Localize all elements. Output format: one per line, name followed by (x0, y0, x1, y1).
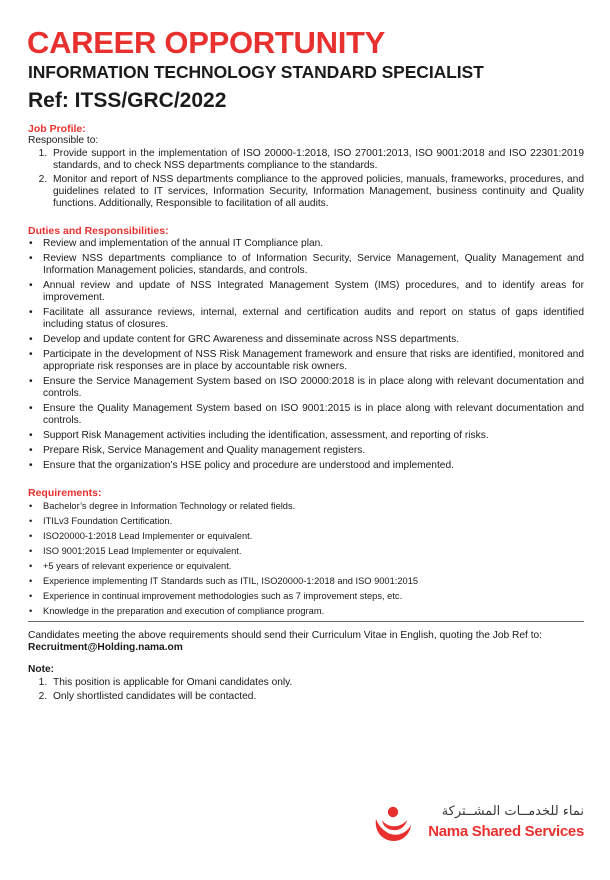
list-item: • Prepare Risk, Service Management and Quality management registers. (43, 445, 584, 457)
list-item: • Facilitate all assurance reviews, internal, external and certification audits and report on status of gaps identified including status of closures. (43, 307, 584, 331)
note-list (28, 677, 584, 703)
job-profile-list (28, 148, 584, 210)
job-profile-intro: Responsible to: (28, 135, 99, 146)
nama-logo-icon (372, 803, 414, 845)
list-item: • +5 years of relevant experience or equivalent. (43, 560, 584, 572)
duties-heading: Duties and Responsibilities: (28, 225, 169, 237)
requirements-list (28, 500, 584, 617)
list-item: • Experience implementing IT Standards such as ITIL, ISO20000-1:2018 and ISO 9001:2015 (43, 575, 584, 587)
list-item: • Review NSS departments compliance to of Information Security, Service Management, Quality Management and Information Management policies, standards, and controls. (43, 253, 584, 277)
list-item: 2. Only shortlisted candidates will be contacted. (50, 691, 584, 703)
list-item: • ISO20000-1:2018 Lead Implementer or equivalent. (43, 530, 584, 542)
note-heading: Note: (28, 664, 55, 675)
apply-instructions (28, 630, 584, 654)
list-item: 2. Monitor and report of NSS departments compliance to the approved policies, manuals, frameworks, procedures, and guidelines related to IT services, Information Security, Information Management, business continuity and Quality functions. Additionally, Responsible to facilitation of all audits. (50, 174, 584, 210)
job-title: INFORMATION TECHNOLOGY STANDARD SPECIALIST (28, 62, 484, 82)
list-item: • Support Risk Management activities including the identification, assessment, and reporting of risks. (43, 430, 584, 442)
list-item: • Ensure the Service Management System based on ISO 20000:2018 is in place along with relevant documentation and controls. (43, 376, 584, 400)
recruitment-email-link[interactable]: Recruitment@Holding.nama.om (28, 642, 183, 653)
logo-arabic-text: نماء للخدمــات المشــتركة (441, 804, 584, 819)
job-profile-heading: Job Profile: (28, 123, 86, 135)
list-item: • Knowledge in the preparation and execution of compliance program. (43, 605, 584, 617)
list-item: 1. This position is applicable for Omani candidates only. (50, 677, 584, 689)
job-reference: Ref: ITSS/GRC/2022 (28, 89, 227, 112)
list-item: 1. Provide support in the implementation of ISO 20000-1:2018, ISO 27001:2013, ISO 9001:2018 and ISO 22301:2019 standards, and to check NSS departments compliance to the standards. (50, 148, 584, 172)
list-item: • Bachelor’s degree in Information Technology or related fields. (43, 500, 584, 512)
company-logo (372, 803, 584, 845)
logo-english-text: Nama Shared Services (428, 823, 584, 840)
section-divider (28, 621, 584, 622)
list-item: • ITILv3 Foundation Certification. (43, 515, 584, 527)
duties-list (28, 238, 584, 472)
list-item: • Ensure that the organization’s HSE policy and procedure are understood and implemented. (43, 460, 584, 472)
list-item: • Annual review and update of NSS Integrated Management System (IMS) procedures, and to identify areas for improvement. (43, 280, 584, 304)
list-item: • Review and implementation of the annual IT Compliance plan. (43, 238, 584, 250)
list-item: • Participate in the development of NSS Risk Management framework and ensure that risks are identified, monitored and appropriate risk responses are in place by accountable risk owners. (43, 349, 584, 373)
list-item: • Develop and update content for GRC Awareness and disseminate across NSS departments. (43, 334, 584, 346)
page-title: CAREER OPPORTUNITY (27, 25, 386, 60)
posting-content (28, 123, 584, 705)
list-item: • Experience in continual improvement methodologies such as 7 improvement steps, etc. (43, 590, 584, 602)
list-item: • Ensure the Quality Management System based on ISO 9001:2015 is in place along with relevant documentation and controls. (43, 403, 584, 427)
list-item: • ISO 9001:2015 Lead Implementer or equivalent. (43, 545, 584, 557)
apply-text: Candidates meeting the above requirements should send their Curriculum Vitae in English, quoting the Job Ref to: (28, 630, 543, 641)
requirements-heading: Requirements: (28, 487, 102, 499)
